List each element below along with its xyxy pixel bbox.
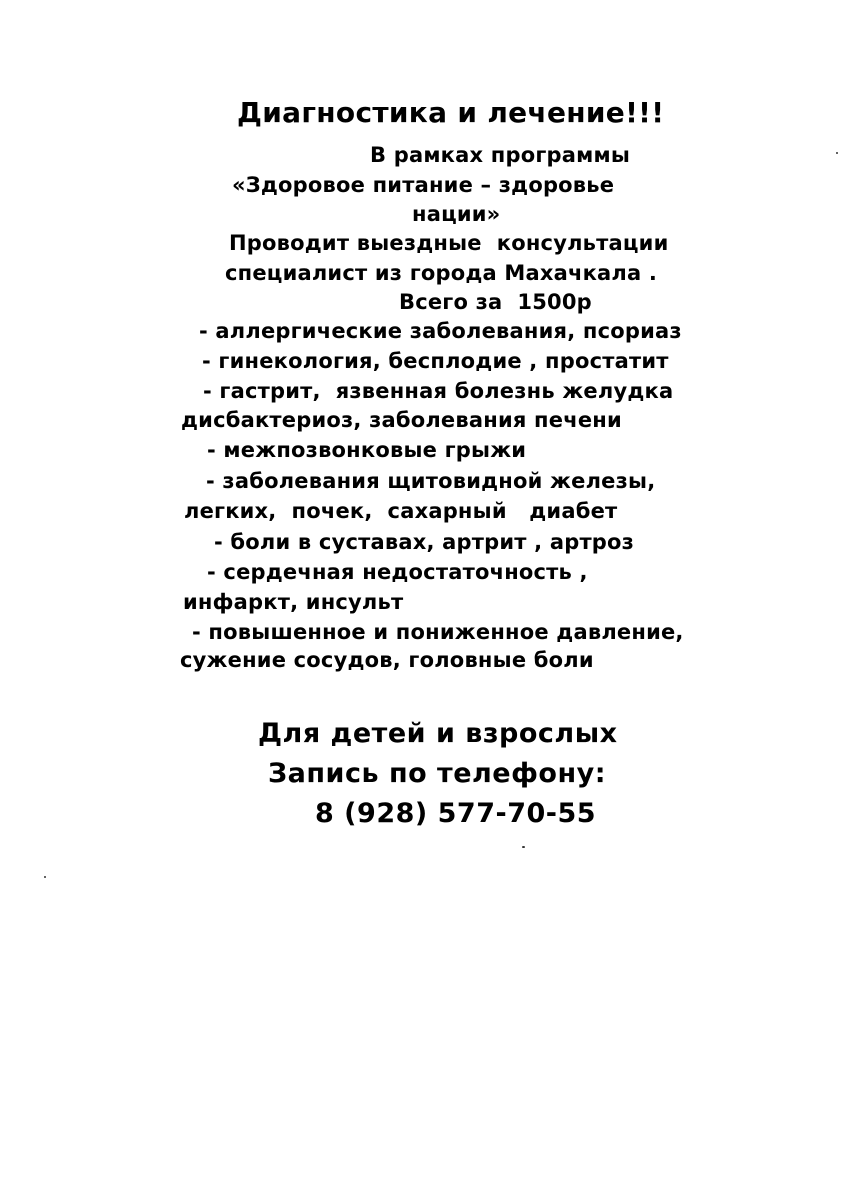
condition-item: - сердечная недостаточность , <box>207 560 588 584</box>
scan-speck <box>522 846 525 848</box>
condition-item: сужение сосудов, головные боли <box>180 648 594 672</box>
condition-item: - аллергические заболевания, псориаз <box>199 319 682 343</box>
condition-item: инфаркт, инсульт <box>183 590 404 614</box>
phone-number: 8 (928) 577-70-55 <box>315 798 597 829</box>
condition-item: - повышенное и пониженное давление, <box>192 620 684 644</box>
flyer-title: Диагностика и лечение!!! <box>237 96 665 129</box>
condition-item: - гастрит, язвенная болезнь желудка <box>203 379 674 403</box>
condition-item: - заболевания щитовидной железы, <box>206 469 656 493</box>
program-prefix: В рамках программы <box>370 143 631 167</box>
consultation-line-2: специалист из города Махачкала . <box>225 261 658 285</box>
scan-speck <box>44 876 46 878</box>
booking-line: Запись по телефону: <box>268 758 606 789</box>
program-name-line-2: нации» <box>412 202 501 226</box>
program-name-line-1: «Здоровое питание – здоровье <box>232 173 615 197</box>
condition-item: легких, почек, сахарный диабет <box>184 499 618 523</box>
condition-item: - межпозвонковые грыжи <box>207 438 527 462</box>
scan-speck <box>836 152 838 154</box>
price-line: Всего за 1500р <box>399 290 592 314</box>
condition-item: дисбактериоз, заболевания печени <box>181 408 622 432</box>
consultation-line-1: Проводит выездные консультации <box>229 231 669 255</box>
audience-line: Для детей и взрослых <box>258 718 618 749</box>
condition-item: - гинекология, бесплодие , простатит <box>202 349 669 373</box>
condition-item: - боли в суставах, артрит , артроз <box>214 530 635 554</box>
